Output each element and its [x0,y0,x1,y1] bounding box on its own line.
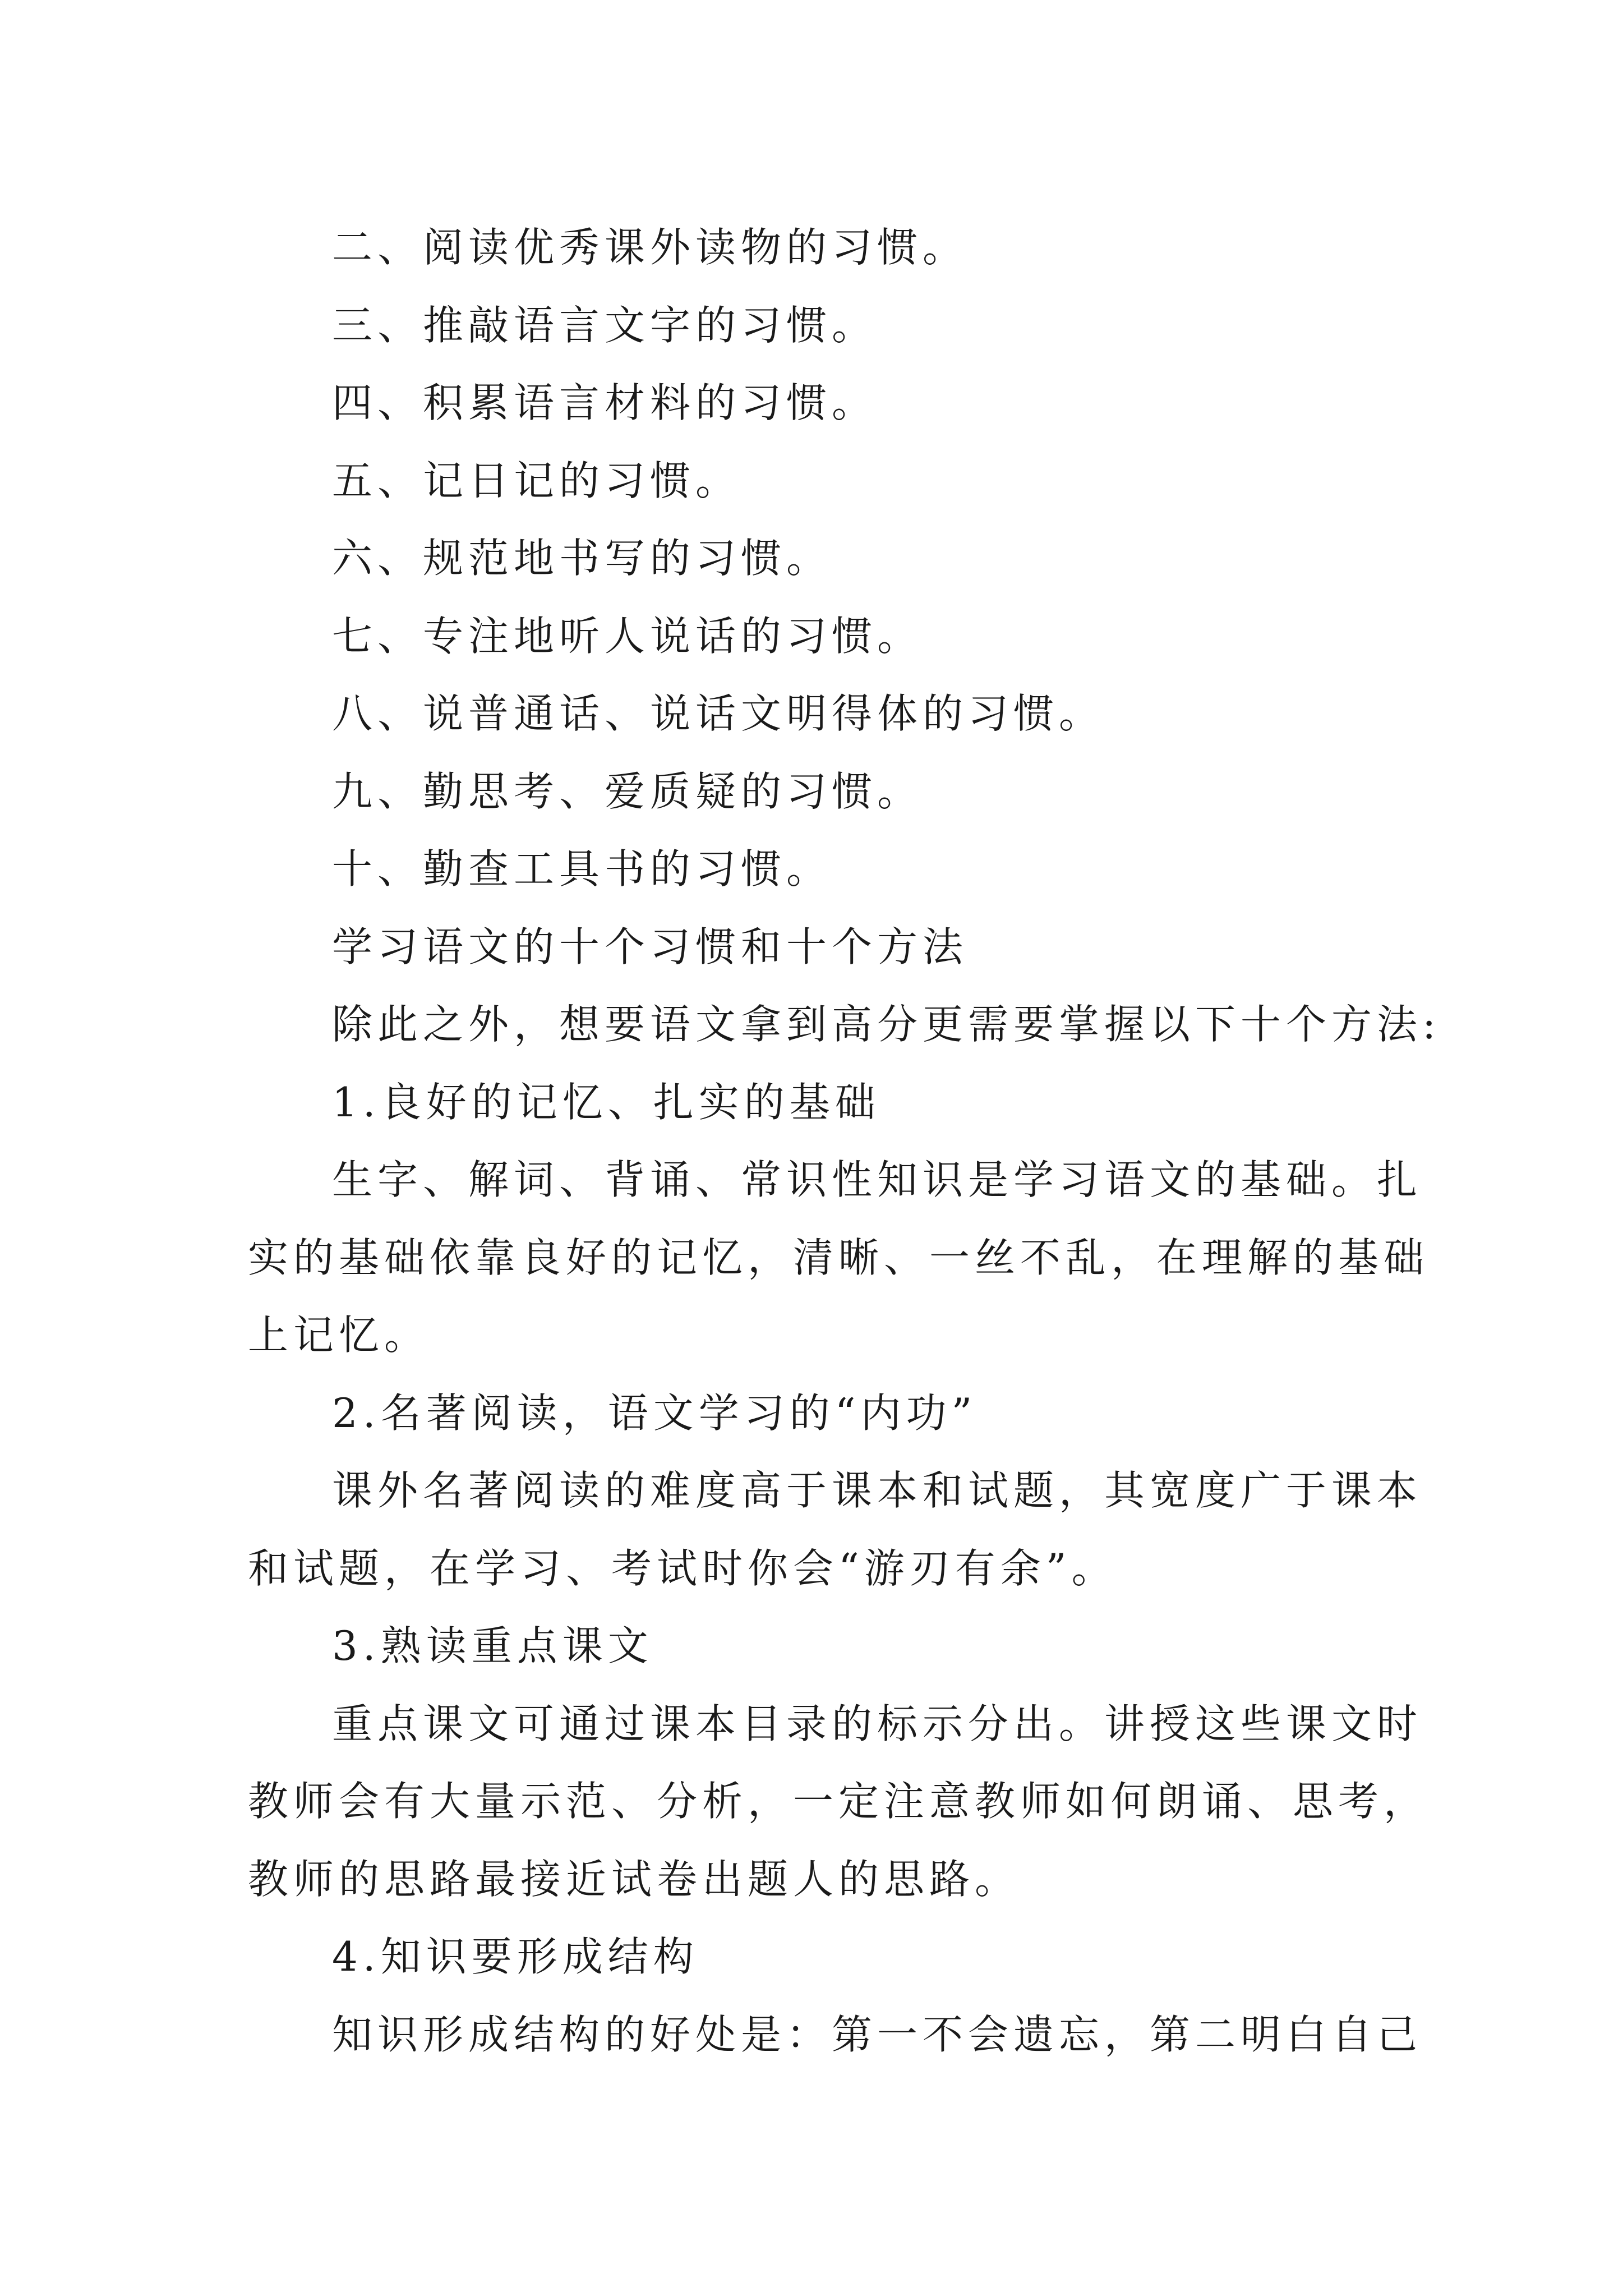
method-heading: 4.知识要形成结构 [332,1933,699,1980]
text-line: 十、勤查工具书的习惯。 [332,845,832,892]
text-line: 除此之外，想要语文拿到高分更需要掌握以下十个方法: [332,1001,1441,1048]
paragraph-line: 知识形成结构的好处是：第一不会遗忘，第二明白自己 [332,2010,1423,2058]
method-heading: 1.良好的记忆、扎实的基础 [332,1078,880,1126]
text-line: 二、阅读优秀课外读物的习惯。 [332,224,969,271]
paragraph-line: 教师会有大量示范、分析，一定注意教师如何朗诵、思考， [248,1778,1430,1825]
text-line: 九、勤思考、爱质疑的习惯。 [332,767,923,815]
method-heading: 3.熟读重点课文 [332,1622,653,1669]
paragraph-line: 实的基础依靠良好的记忆，清晰、一丝不乱，在理解的基础 [248,1234,1430,1281]
paragraph-line: 重点课文可通过课本目录的标示分出。讲授这些课文时 [332,1700,1423,1747]
paragraph-line: 教师的思路最接近试卷出题人的思路。 [248,1855,1021,1903]
text-line: 六、规范地书写的习惯。 [332,535,832,582]
text-line: 四、积累语言材料的习惯。 [332,379,878,426]
text-line: 八、说普通话、说话文明得体的习惯。 [332,690,1105,737]
paragraph-line: 上记忆。 [248,1312,430,1359]
text-line: 三、推敲语言文字的习惯。 [332,301,878,349]
paragraph-line: 课外名著阅读的难度高于课本和试题，其宽度广于课本 [332,1467,1423,1514]
method-heading: 2.名著阅读，语文学习的“内功” [332,1389,978,1437]
section-heading: 学习语文的十个习惯和十个方法 [332,923,969,970]
document-body [248,209,1441,2073]
text-line: 五、记日记的习惯。 [332,457,741,504]
text-line: 七、专注地听人说话的习惯。 [332,612,923,660]
paragraph-line: 生字、解词、背诵、常识性知识是学习语文的基础。扎 [332,1156,1423,1203]
paragraph-line: 和试题，在学习、考试时你会“游刃有余”。 [248,1544,1117,1592]
